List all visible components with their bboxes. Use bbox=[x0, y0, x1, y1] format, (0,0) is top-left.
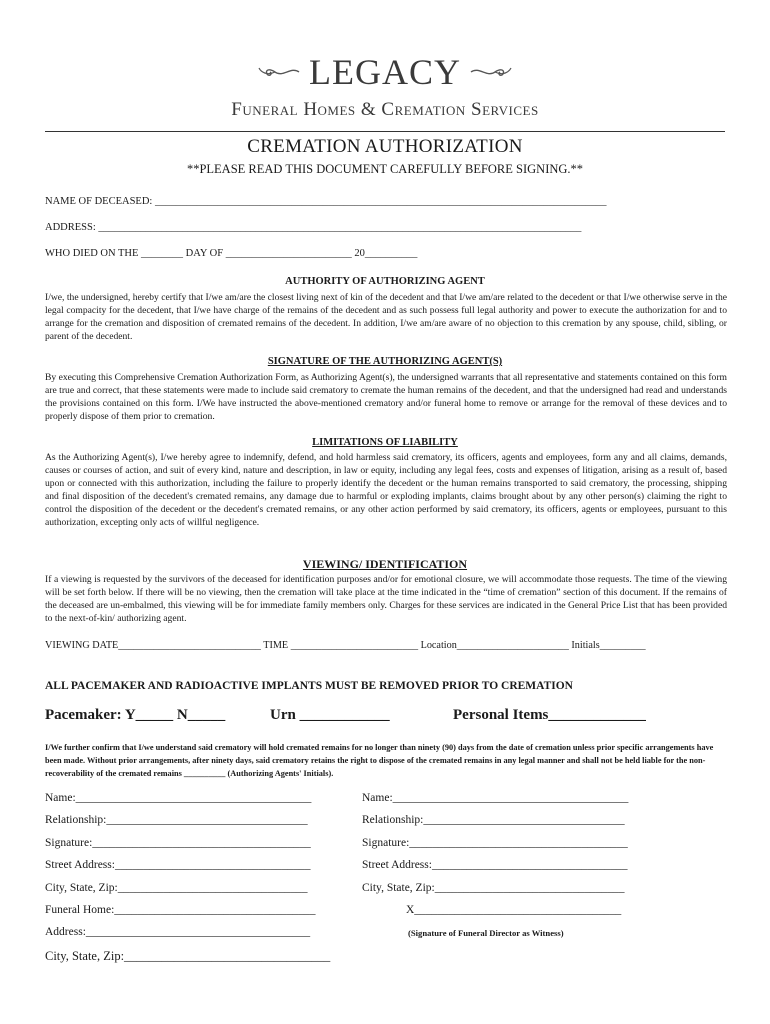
right-street-address-field[interactable]: Street Address:__________________________________ bbox=[362, 859, 628, 871]
document-title: CREMATION AUTHORIZATION bbox=[247, 136, 523, 157]
section-heading-viewing: VIEWING/ IDENTIFICATION bbox=[302, 557, 468, 571]
left-street-address-field[interactable]: Street Address:__________________________________ bbox=[45, 859, 311, 871]
document-warning: **PLEASE READ THIS DOCUMENT CAREFULLY BEFORE SIGNING.** bbox=[186, 162, 584, 176]
witness-caption: (Signature of Funeral Director as Witness) bbox=[408, 928, 564, 938]
section-text-liability: As the Authorizing Agent(s), I/we hereby agree to indemnify, defend, and hold harmless said crematory, its officers, agents and employees, form any and all claims, demands, causes or courses of action, and suit of every kind, nature and description, in law or equity, including any legal fees, costs and expenses of litigation, arising as a result of, based upon or connected with this authorization, including the failure to properly identify the decedent or the human remains transported to said crematory, the processing, shipping and final disposition of the decedent's cremated remains, any damage due to harmful or exploding implants, claims brought about by any other person(s) claiming the right to control the disposition of the decedent or the decedent's cremated remains, or any other action performed by said crematory, its officers, agents or employees, pursuant to this authorization, excepting only acts of willful negligence. bbox=[45, 452, 727, 528]
header-divider bbox=[45, 131, 725, 132]
left-signature-field[interactable]: Signature:______________________________________ bbox=[45, 837, 311, 849]
right-signature-field[interactable]: Signature:______________________________________ bbox=[362, 837, 628, 849]
brand-name: LEGACY bbox=[309, 52, 461, 92]
urn-option[interactable]: Urn ____________ bbox=[270, 707, 390, 723]
left-flourish-icon bbox=[257, 62, 301, 82]
personal-items-option[interactable]: Personal Items_____________ bbox=[453, 707, 646, 723]
date-of-death-field[interactable]: WHO DIED ON THE ________ DAY OF ________________________ 20__________ bbox=[45, 248, 418, 259]
section-heading-liability: LIMITATIONS OF LIABILITY bbox=[312, 437, 458, 448]
company-logo bbox=[0, 52, 770, 92]
section-heading-authority: AUTHORITY OF AUTHORIZING AGENT bbox=[285, 276, 485, 287]
right-name-field[interactable]: Name:_________________________________________ bbox=[362, 792, 629, 804]
deceased-name-field[interactable]: NAME OF DECEASED: ______________________________________________________________________________________ bbox=[45, 196, 607, 207]
section-text-signature: By executing this Comprehensive Cremation Authorization Form, as Authorizing Agent(s), the undersigned warrants that all representative and statements contained on this form are true and correct, that these statements were made to include said crematory to cremate the human remains of the decedent, and that the undersigned had read and understands the provisions contained on this form. I/We have instructed the above-mentioned crematory and/or funeral home to remove or arrange for the removal of these devices and to properly dispose of them prior to cremation. bbox=[45, 372, 727, 422]
implants-notice: ALL PACEMAKER AND RADIOACTIVE IMPLANTS MUST BE REMOVED PRIOR TO CREMATION bbox=[45, 680, 573, 692]
left-relationship-field[interactable]: Relationship:___________________________________ bbox=[45, 814, 308, 826]
funeral-home-address-field[interactable]: Address:_______________________________________ bbox=[45, 926, 311, 938]
right-city-state-zip-field[interactable]: City, State, Zip:_________________________________ bbox=[362, 882, 625, 894]
left-city-state-zip-field[interactable]: City, State, Zip:_________________________________ bbox=[45, 882, 308, 894]
section-text-authority: I/we, the undersigned, hereby certify that I/we am/are the closest living next of kin of the decedent and that I/we am/are related to the decedent or that I/we otherwise serve in the legal compacity for the decedent, that I/we have charge of the remains of the decedent and as such possess full legal authority and power to execute the authorization for and to arrange for the cremation and disposition of cremated remains of the decedent. In addition, I/we am/are aware of no objection to this cremation by any spouse, child, sibling, or parent of the decedent. bbox=[45, 292, 727, 342]
funeral-home-city-state-zip-field[interactable]: City, State, Zip:_________________________________ bbox=[45, 949, 331, 963]
funeral-home-field[interactable]: Funeral Home:___________________________________ bbox=[45, 904, 316, 916]
left-name-field[interactable]: Name:_________________________________________ bbox=[45, 792, 312, 804]
brand-subtitle: Funeral Homes & Cremation Services bbox=[231, 99, 539, 120]
funeral-director-signature-field[interactable]: X____________________________________ bbox=[406, 904, 622, 916]
pacemaker-option[interactable]: Pacemaker: Y_____ N_____ bbox=[45, 707, 226, 723]
right-flourish-icon bbox=[469, 62, 513, 82]
right-relationship-field[interactable]: Relationship:___________________________________ bbox=[362, 814, 625, 826]
retention-confirmation: I/We further confirm that I/we understand said crematory will hold cremated remains for no longer than ninety (90) days from the date of cremation unless prior specific arrangements have been made. Without prior arrangements, after ninety days, said crematory retains the right to dispose of the cremated remains in any legal manner and shall not be held liable for the non-recoverability of the cremated remains __________ (Authorizing Agents' Initials). bbox=[45, 743, 714, 778]
viewing-details-field[interactable]: VIEWING DATE____________________________ TIME _________________________ Location______________________ Initials_________ bbox=[45, 640, 646, 651]
section-text-viewing: If a viewing is requested by the survivors of the deceased for identification purposes and/or for emotional closure, we will accommodate those requests. The time of the viewing will be set forth below. If there will be no viewing, then the cremation will take place at the time indicated in the “time of cremation” section of this document. If the remains of the deceased are un-embalmed, this viewing will be for immediate family members only. Charges for these services are indicated in the General Price List that has been provided to the next-of-kin/ authorizing agent. bbox=[45, 574, 727, 624]
address-field[interactable]: ADDRESS: ____________________________________________________________________________________________ bbox=[45, 222, 582, 233]
section-heading-signature: SIGNATURE OF THE AUTHORIZING AGENT(S) bbox=[267, 356, 503, 367]
